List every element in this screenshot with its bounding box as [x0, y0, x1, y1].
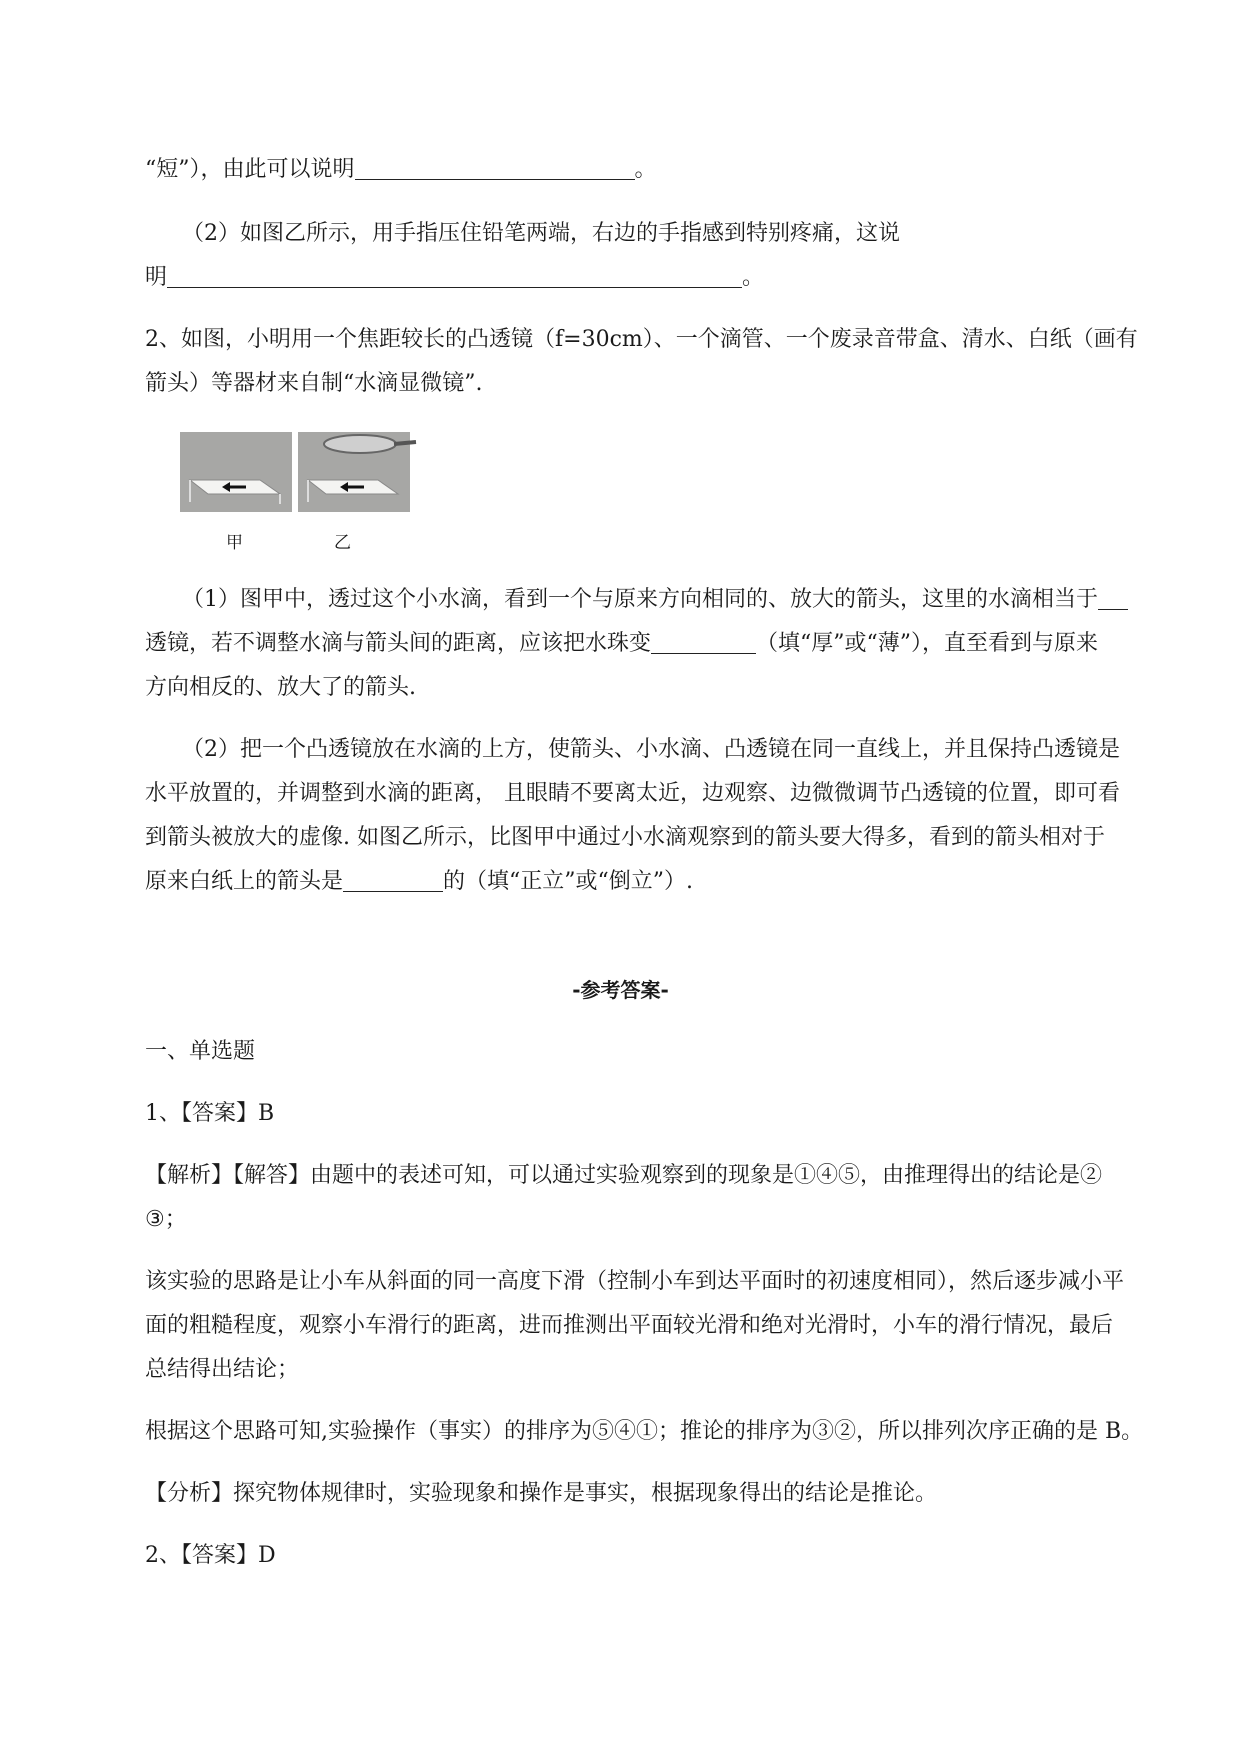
figure-panel-jia	[180, 432, 292, 512]
experiment-figure	[180, 432, 418, 512]
line-text: 。	[742, 265, 765, 290]
paper-arrow-icon	[180, 432, 292, 512]
answer-2: 2、【答案】D	[145, 1543, 276, 1568]
section-title: 一、单选题	[145, 1039, 256, 1064]
figure-label-jia: 甲	[226, 533, 243, 553]
part-1-line: 方向相反的、放大了的箭头.	[145, 675, 416, 700]
question-2-line: 2、如图，小明用一个焦距较长的凸透镜（f=30cm）、一个滴管、一个废录音带盒、清水、白纸（画有	[145, 327, 1138, 352]
answer-blank	[167, 265, 742, 288]
answer-1: 1、【答案】B	[145, 1101, 275, 1126]
lens-arrow-icon	[298, 432, 418, 512]
text-line	[145, 154, 657, 186]
line-text: 透镜，若不调整水滴与箭头间的距离，应该把水珠变	[145, 631, 652, 656]
answer-1-explanation: 根据这个思路可知,实验操作（事实）的排序为⑤④①；推论的排序为③②，所以排列次序正确的是 B。	[145, 1419, 1144, 1444]
answer-1-explanation: 面的粗糙程度，观察小车滑行的距离，进而推测出平面较光滑和绝对光滑时，小车的滑行情况，最后	[145, 1313, 1114, 1338]
answers-heading: -参考答案-	[572, 978, 669, 1002]
figure-panel-yi	[298, 432, 410, 512]
answer-1-explanation: 总结得出结论；	[145, 1357, 300, 1382]
line-text: 的（填“正立”或“倒立”）.	[443, 869, 693, 894]
figure-label-yi: 乙	[334, 533, 351, 553]
part-2-line: （2）把一个凸透镜放在水滴的上方，使箭头、小水滴、凸透镜在同一直线上，并且保持凸透镜是	[182, 737, 1121, 762]
part-1-line	[145, 628, 1098, 660]
answer-blank	[355, 157, 635, 180]
part-2-line	[145, 866, 693, 898]
answer-blank	[343, 869, 443, 892]
text-line	[145, 262, 764, 294]
part-2-line: 到箭头被放大的虚像. 如图乙所示，比图甲中通过小水滴观察到的箭头要大得多，看到的箭头相对于	[145, 825, 1105, 850]
line-text: 原来白纸上的箭头是	[145, 869, 344, 894]
question-2-line: 箭头）等器材来自制“水滴显微镜”.	[145, 371, 483, 396]
line-text: （填“厚”或“薄”），直至看到与原来	[756, 631, 1099, 656]
answer-1-explanation: 【解析】【解答】由题中的表述可知，可以通过实验观察到的现象是①④⑤，由推理得出的结论是②	[145, 1163, 1103, 1188]
answer-blank	[651, 631, 756, 654]
text-line: （2）如图乙所示，用手指压住铅笔两端，右边的手指感到特别疼痛，这说	[182, 221, 900, 246]
answer-1-analysis: 【分析】探究物体规律时，实验现象和操作是事实，根据现象得出的结论是推论。	[145, 1481, 938, 1506]
answer-1-explanation: 该实验的思路是让小车从斜面的同一高度下滑（控制小车到达平面时的初速度相同），然后逐步减小平	[145, 1269, 1125, 1294]
line-text: 明	[145, 265, 168, 290]
answer-blank	[1098, 587, 1128, 610]
line-text: “短”），由此可以说明	[145, 157, 355, 182]
part-1-line	[182, 584, 1128, 616]
answer-1-explanation: ③；	[145, 1207, 187, 1232]
part-2-line: 水平放置的，并调整到水滴的距离， 且眼睛不要离太近，边观察、边微微调节凸透镜的位置，即可看	[145, 781, 1120, 806]
line-text: （1）图甲中，透过这个小水滴，看到一个与原来方向相同的、放大的箭头，这里的水滴相当于	[182, 587, 1099, 612]
line-text: 。	[634, 157, 657, 182]
